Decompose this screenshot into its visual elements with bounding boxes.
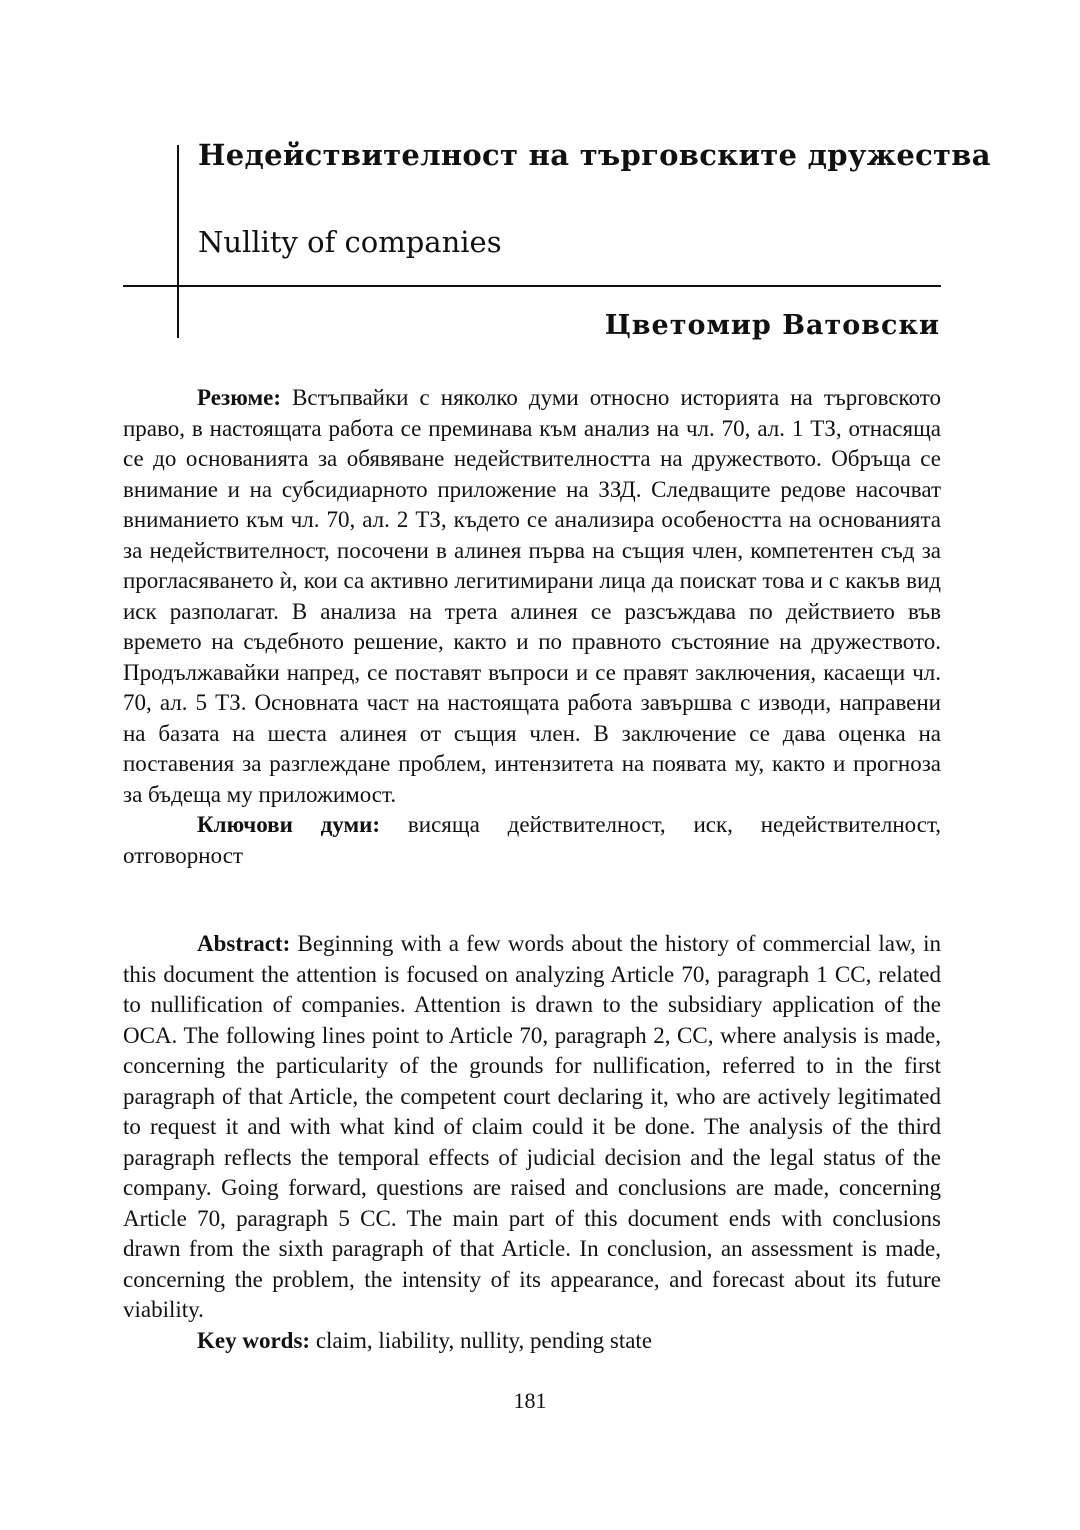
abstract-text: Beginning with a few words about the history of commercial law, in this document the attention is focused on analyzing Article 70, paragraph 1 CC, related to nullification of companies. Attention is drawn to the subsidiary application of the OCA. The following lines point to Article 70, paragraph 2, CC, where analysis is made, concerning the particularity of the grounds for nullification, referred to in the first paragraph of that Article, the competent court declaring it, who are actively legitimated to request it and with what kind of claim could it be done. The analysis of the third paragraph reflects the temporal effects of judicial decision and the legal status of the company. Going forward, questions are raised and conclusions are made, concerning Article 70, paragraph 5 CC. The main part of this document ends with conclusions drawn from the sixth paragraph of that Article. In conclusion, an assessment is made, concerning the problem, the intensity of its appearance, and forecast about its future viability. <box>123 931 942 1322</box>
abstract-section <box>123 929 941 1356</box>
header-vertical-rule <box>177 145 179 338</box>
resume-paragraph <box>123 383 941 810</box>
author-name: Цветомир Ватовски <box>604 310 940 341</box>
resume-keywords-text: висяща действителност, иск, недействителност, отговорност <box>123 812 942 868</box>
resume-keywords-label: Ключови думи: <box>197 812 381 837</box>
abstract-label: Abstract: <box>197 931 291 956</box>
resume-label: Резюме: <box>197 385 282 410</box>
resume-keywords <box>123 810 941 871</box>
resume-text: Встъпвайки с няколко думи относно историята на търговското право, в настоящата работа се преминава към анализ на чл. 70, ал. 1 ТЗ, отнасяща се до основанията за обявяване недействителността на дружеството. Обръща се внимание и на субсидиарното приложение на ЗЗД. Следващите редове насочват вниманието към чл. 70, ал. 2 ТЗ, където се анализира особеността на основанията за недействителност, посочени в алинея първа на същия член, компетентен съд за прогласяването ѝ, кои са активно легитимирани лица да поискат това и с какъв вид иск разполагат. В анализа на трета алинея се разсъждава по действието във времето на съдебното решение, както и по правното състояние на дружеството. Продължавайки напред, се поставят въпроси и се правят заключения, касаещи чл. 70, ал. 5 ТЗ. Основната част на настоящата работа завършва с изводи, направени на базата на шеста алинея от същия член. В заключение се дава оценка на поставения за разглеждане проблем, интензитета на появата му, както и прогноза за бъдеща му приложимост. <box>123 385 942 807</box>
abstract-paragraph <box>123 929 941 1326</box>
resume-section <box>123 383 941 871</box>
title-english: Nullity of companies <box>198 225 502 259</box>
abstract-keywords <box>123 1326 941 1357</box>
title-bulgarian: Недействителност на търговските дружества <box>198 138 991 172</box>
header-horizontal-rule <box>123 285 941 287</box>
page-number: 181 <box>513 1388 547 1413</box>
abstract-keywords-label: Key words: <box>197 1327 311 1353</box>
abstract-keywords-text: claim, liability, nullity, pending state <box>315 1327 653 1353</box>
